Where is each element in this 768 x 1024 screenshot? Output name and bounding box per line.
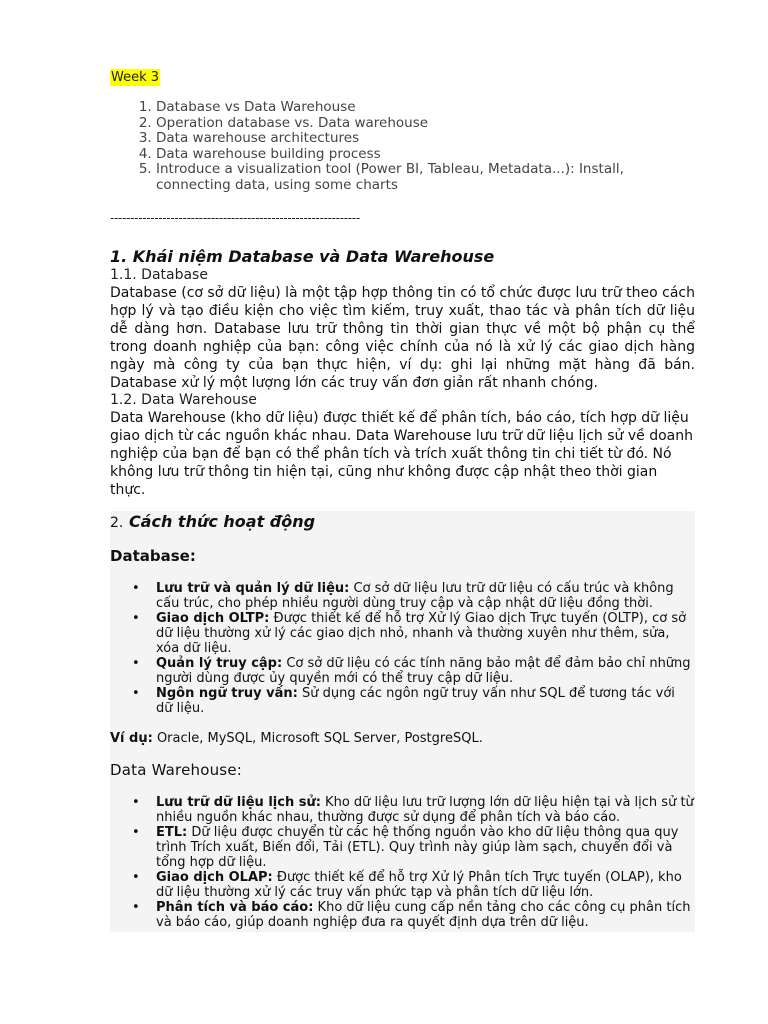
dw-paragraph: Data Warehouse (kho dữ liệu) được thiết kế để phân tích, báo cáo, tích hợp dữ liệu giao dịch từ các nguồn khác nhau. Data Warehouse lưu trữ dữ liệu lịch sử về doanh nghiệp của bạn để bạn có thể phân tích và trích xuất thông tin chi tiết từ đó. Nó không lưu trữ thông tin hiện tại, cũng như không được cập nhật theo thời gian thực. (110, 409, 693, 498)
database-heading: Database: (110, 546, 196, 565)
example-line (110, 730, 695, 747)
how-it-works-block (110, 511, 695, 932)
list-item-term: Phân tích và báo cáo: (156, 899, 314, 915)
list-item-text: Cơ sở dữ liệu lưu trữ dữ liệu có cấu trúc và không cấu trúc, cho phép nhiều người dùng truy cập và cập nhật dữ liệu đồng thời. (156, 580, 674, 611)
database-paragraph: Database (cơ sở dữ liệu) là một tập hợp thông tin có tổ chức được lưu trữ theo cách hợp lý và tạo điều kiện cho việc tìm kiếm, truy xuất, thao tác và phân tích dữ liệu dễ dàng hơn. Database lưu trữ thông tin thời gian thực về một bộ phận cụ thể trong doanh nghiệp của bạn: công việc chính của nó là xử lý các giao dịch hàng ngày mà công ty của bạn thực hiện, ví dụ: ghi lại những mặt hàng đã bán. Database xử lý một lượng lớn các truy vấn đơn giản rất nhanh chóng. (110, 284, 695, 391)
list-item (156, 656, 695, 686)
topic-item: 1. Database vs Data Warehouse (156, 100, 695, 116)
list-item-term: Lưu trữ và quản lý dữ liệu: (156, 580, 350, 596)
example-label: Ví dụ: (110, 730, 153, 746)
list-item-text: Dữ liệu được chuyển từ các hệ thống nguồn vào kho dữ liệu thông qua quy trình Trích xuất, Biến đổi, Tải (ETL). Quy trình này giúp làm sạch, chuyển đổi và tổng hợp dữ liệu. (156, 824, 679, 870)
list-item (156, 686, 695, 716)
week-label: Week 3 (111, 70, 160, 85)
section2-title-text: Cách thức hoạt động (128, 511, 316, 531)
list-item-term: Quản lý truy cập: (156, 655, 283, 671)
subsection-dw-title: 1.2. Data Warehouse (110, 391, 257, 408)
section2-title (110, 511, 695, 533)
list-item (156, 825, 695, 870)
list-item-text: Kho dữ liệu cung cấp nền tảng cho các công cụ phân tích và báo cáo, giúp doanh nghiệp đưa ra quyết định dựa trên dữ liệu. (156, 899, 691, 930)
database-feature-list (110, 581, 695, 716)
list-item-term: ETL: (156, 824, 188, 840)
dw-feature-list (110, 795, 695, 930)
topics-list (110, 100, 695, 194)
list-item (156, 900, 695, 930)
example-text: Oracle, MySQL, Microsoft SQL Server, PostgreSQL. (152, 730, 483, 746)
subsection-database-title: 1.1. Database (110, 266, 208, 283)
list-item-term: Lưu trữ dữ liệu lịch sử: (156, 794, 321, 810)
list-item (156, 795, 695, 825)
dw-heading: Data Warehouse: (110, 760, 243, 779)
section1-title: 1. Khái niệm Database và Data Warehouse (110, 246, 495, 266)
list-item-text: Được thiết kế để hỗ trợ Xử lý Giao dịch Trực tuyến (OLTP), cơ sở dữ liệu thường xử lý các giao dịch nhỏ, nhanh và thường xuyên như thêm, sửa, xóa dữ liệu. (156, 610, 687, 656)
list-item-text: Kho dữ liệu lưu trữ lượng lớn dữ liệu hiện tại và lịch sử từ nhiều nguồn khác nhau, thường được sử dụng để phân tích và báo cáo. (156, 794, 694, 825)
list-item (156, 581, 695, 611)
list-item (156, 611, 695, 656)
list-item-text: Cơ sở dữ liệu có các tính năng bảo mật để đảm bảo chỉ những người dùng được ủy quyền mới có thể truy cập dữ liệu. (156, 655, 691, 686)
section2-number: 2. (110, 514, 124, 531)
document-page (110, 66, 695, 932)
list-item-term: Ngôn ngữ truy vấn: (156, 685, 298, 701)
divider-line: -------------------------------------------------------------- (110, 210, 360, 225)
topic-item: 2. Operation database vs. Data warehouse (156, 116, 695, 132)
list-item-term: Giao dịch OLTP: (156, 610, 270, 626)
topic-item: 3. Data warehouse architectures (156, 131, 695, 147)
list-item (156, 870, 695, 900)
list-item-term: Giao dịch OLAP: (156, 869, 273, 885)
topic-item: 4. Data warehouse building process (156, 147, 695, 163)
list-item-text: Được thiết kế để hỗ trợ Xử lý Phân tích Trực tuyến (OLAP), kho dữ liệu thường xử lý các truy vấn phức tạp và phân tích dữ liệu lớn. (156, 869, 682, 900)
list-item-text: Sử dụng các ngôn ngữ truy vấn như SQL để tương tác với dữ liệu. (156, 685, 675, 716)
topic-item: 5. Introduce a visualization tool (Power BI, Tableau, Metadata...): Install, connecting data, using some charts (156, 162, 695, 193)
